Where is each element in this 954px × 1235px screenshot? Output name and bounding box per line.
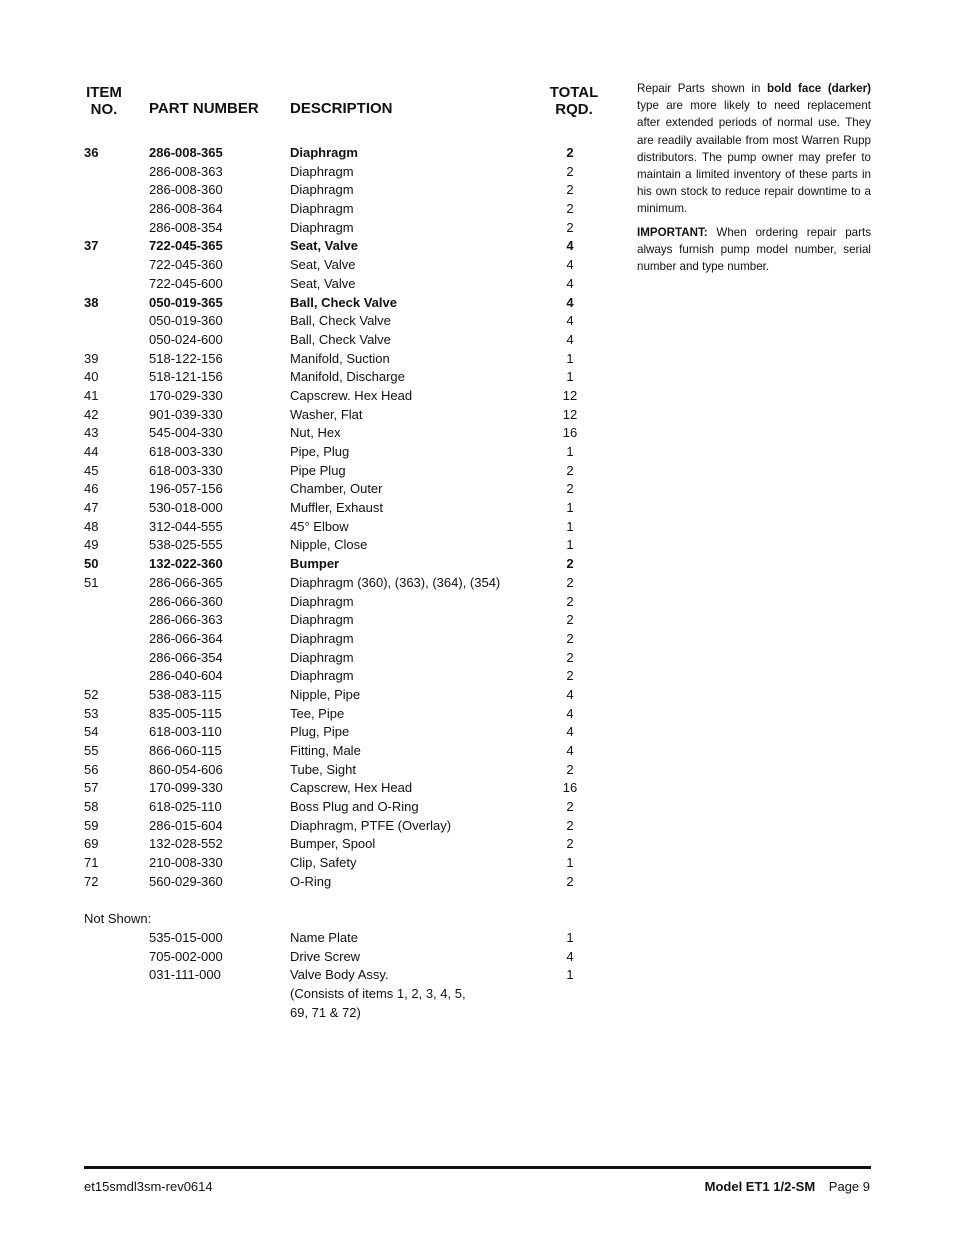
table-row [84,817,604,836]
total-required: 2 [566,201,574,217]
table-row [84,256,604,275]
table-row [84,406,604,425]
part-description: Ball, Check Valve [290,313,391,329]
total-required: 1 [566,444,574,459]
item-number: 58 [84,799,99,815]
part-description: Diaphragm, PTFE (Overlay) [290,817,452,833]
part-number: 618-003-330 [149,444,223,459]
total-required: 4 [566,724,574,740]
total-required: 1 [566,369,574,385]
important-text: When ordering repair parts always furnish pump model number, serial number and type number. [637,225,871,274]
total-required: 4 [566,238,574,254]
footer-model: Model ET1 1/2-SM [704,1179,816,1194]
item-number: 49 [84,537,99,553]
part-description: Seat, Valve [290,238,358,254]
part-description: Diaphragm [290,145,358,160]
item-number: 36 [84,145,99,160]
part-description: Capscrew, Hex Head [290,780,413,796]
total-required: 16 [562,780,578,796]
item-number: 55 [84,743,99,758]
part-description: Ball, Check Valve [290,294,397,310]
table-row [84,966,604,985]
part-number: 050-019-365 [149,294,223,310]
part-number: 286-008-360 [149,182,223,198]
part-description: Plug, Pipe [290,724,350,740]
part-description: Bumper [290,556,340,572]
part-description: 69, 71 & 72) [290,1004,361,1020]
part-number: 031-111-000 [149,967,221,983]
total-required: 4 [566,313,574,329]
total-required: 12 [562,406,578,422]
part-number: 722-045-360 [149,257,223,273]
table-row [84,705,604,724]
part-number: 286-066-363 [149,612,223,628]
item-number: 48 [84,518,99,534]
part-number: 835-005-115 [149,705,222,721]
part-description: Seat, Valve [290,275,356,291]
total-required: 2 [566,668,574,684]
total-required: 4 [566,686,574,702]
total-required: 4 [566,331,574,347]
part-number: 705-002-000 [149,948,223,964]
table-row [84,723,604,742]
part-number: 286-066-354 [149,649,223,665]
total-required: 2 [566,481,574,497]
table-row [84,237,604,256]
item-number: 38 [84,294,99,310]
part-description: Tube, Sight [290,761,357,777]
part-description: Ball, Check Valve [290,331,391,347]
table-row [84,948,604,967]
item-number: 71 [84,855,99,871]
part-number: 618-003-330 [149,462,223,478]
part-description: Name Plate [290,929,358,945]
item-number: 59 [84,817,99,833]
total-required: 2 [566,593,574,609]
row-spacer [84,892,604,911]
table-row [84,518,604,537]
part-number: 530-018-000 [149,500,223,516]
total-required: 2 [566,462,574,478]
part-description: Seat, Valve [290,257,356,273]
total-required: 2 [566,836,574,852]
part-number: 286-008-365 [149,145,223,160]
part-description: Manifold, Suction [290,350,390,366]
table-row [84,219,604,238]
part-number: 860-054-606 [149,761,223,777]
part-description: Nipple, Pipe [290,686,361,702]
section-label [84,910,604,929]
part-description: Diaphragm [290,219,354,235]
item-number: 37 [84,238,99,254]
part-description: Muffler, Exhaust [290,500,383,516]
header-part-number: PART NUMBER [149,100,259,117]
item-number: 56 [84,761,99,777]
table-row [84,499,604,518]
header-item-no [78,84,130,118]
total-required: 1 [566,537,574,553]
part-number: 538-025-555 [149,537,223,553]
item-number: 50 [84,556,99,572]
part-number: 286-066-364 [149,630,223,646]
note-text: Repair Parts shown in [637,82,768,95]
item-number: 42 [84,406,99,422]
table-row [84,424,604,443]
table-row [84,985,604,1004]
header-item-line2: NO. [90,101,118,118]
part-number: 535-015-000 [149,929,223,945]
total-required: 4 [566,705,574,721]
item-number: 41 [84,387,99,403]
part-description: Bumper, Spool [290,836,376,852]
table-row [84,200,604,219]
table-row [84,854,604,873]
total-required: 12 [562,387,578,403]
part-description: Pipe Plug [290,462,346,478]
part-number: 050-019-360 [149,313,223,329]
table-row [84,350,604,369]
part-description: Valve Body Assy. [290,967,389,983]
footer-doc-id: et15smdl3sm-rev0614 [84,1179,213,1194]
item-number: 46 [84,481,99,497]
part-number: 866-060-115 [149,743,222,758]
table-row [84,294,604,313]
part-number: 618-003-110 [149,724,222,740]
total-required: 2 [566,817,574,833]
part-description: Diaphragm [290,668,354,684]
total-required: 2 [566,163,574,179]
header-total-line2: RQD. [555,101,593,118]
note-paragraph-2 [637,224,871,276]
table-row [84,144,604,163]
total-required: 1 [566,967,574,983]
table-row [84,835,604,854]
total-required: 1 [566,518,574,534]
item-number: 72 [84,873,99,889]
item-number: 54 [84,724,99,740]
part-description: Capscrew. Hex Head [290,387,413,403]
total-required: 2 [566,145,574,160]
part-number: 545-004-330 [149,425,223,441]
item-number: 39 [84,350,99,366]
part-number: 286-008-364 [149,201,223,217]
table-row [84,536,604,555]
note-paragraph-1 [637,80,871,218]
part-description: Chamber, Outer [290,481,383,497]
table-row [84,630,604,649]
repair-parts-note [637,80,871,281]
part-description: Nipple, Close [290,537,368,553]
table-row [84,480,604,499]
item-number: 40 [84,369,99,385]
part-description: Diaphragm [290,163,354,179]
table-row [84,574,604,593]
part-number: 518-122-156 [149,350,223,366]
part-description: Diaphragm [290,630,354,646]
table-row [84,798,604,817]
part-description: Fitting, Male [290,743,361,758]
table-row [84,443,604,462]
table-row [84,761,604,780]
part-description: Diaphragm [290,612,354,628]
part-number: 518-121-156 [149,369,223,385]
table-row [84,593,604,612]
part-number: 132-022-360 [149,556,223,572]
part-number: 618-025-110 [149,799,222,815]
part-description: Nut, Hex [290,425,341,441]
part-number: 286-066-360 [149,593,223,609]
not-shown-label: Not Shown: [84,911,152,927]
table-row [84,555,604,574]
part-number: 210-008-330 [149,855,223,871]
item-number: 51 [84,574,99,590]
table-row [84,929,604,948]
table-row [84,181,604,200]
header-description: DESCRIPTION [290,100,393,117]
part-description: Diaphragm [290,593,354,609]
table-row [84,163,604,182]
part-description: 45° Elbow [290,518,349,534]
part-number: 560-029-360 [149,873,223,889]
note-bold-text: bold face (darker) [767,82,871,95]
part-number: 722-045-600 [149,275,223,291]
table-row [84,387,604,406]
part-description: Clip, Safety [290,855,357,871]
item-number: 69 [84,836,99,852]
part-number: 170-029-330 [149,387,223,403]
part-description: Tee, Pipe [290,705,345,721]
total-required: 4 [566,257,574,273]
total-required: 4 [566,275,574,291]
total-required: 4 [566,948,574,964]
total-required: 1 [566,350,574,366]
total-required: 2 [566,574,574,590]
footer-rule [84,1166,871,1169]
table-row [84,462,604,481]
parts-list [84,144,604,1022]
table-row [84,873,604,892]
total-required: 16 [562,425,578,441]
table-row [84,1004,604,1023]
part-number: 286-066-365 [149,574,223,590]
part-description: Diaphragm [290,182,354,198]
item-number: 43 [84,425,99,441]
item-number: 57 [84,780,99,796]
total-required: 1 [566,500,574,516]
table-row [84,275,604,294]
part-description: (Consists of items 1, 2, 3, 4, 5, [290,985,466,1001]
total-required: 2 [566,873,574,889]
item-number: 44 [84,444,99,459]
total-required: 2 [566,630,574,646]
header-total-line1: TOTAL [549,84,599,101]
item-number: 53 [84,705,99,721]
part-number: 538-083-115 [149,686,222,702]
total-required: 2 [566,182,574,198]
table-row [84,742,604,761]
part-number: 286-040-604 [149,668,223,684]
part-number: 286-015-604 [149,817,223,833]
part-description: Boss Plug and O-Ring [290,799,419,815]
part-number: 286-008-363 [149,163,223,179]
table-row [84,667,604,686]
note-text: type are more likely to need replacement after extended periods of normal use. They are readily available from most Warren Rupp distributors. The pump owner may prefer to maintain a limited inventory of these parts in his own stock to reduce repair downtime to a minimum. [637,99,871,216]
total-required: 2 [566,799,574,815]
table-row [84,611,604,630]
part-description: Manifold, Discharge [290,369,405,385]
part-number: 722-045-365 [149,238,223,254]
total-required: 1 [566,855,574,871]
part-number: 901-039-330 [149,406,223,422]
table-row [84,368,604,387]
part-description: Diaphragm (360), (363), (364), (354) [290,574,501,590]
total-required: 2 [566,761,574,777]
part-number: 050-024-600 [149,331,223,347]
item-number: 52 [84,686,99,702]
item-number: 47 [84,500,99,516]
footer-model-page [705,1179,870,1194]
part-description: Diaphragm [290,201,354,217]
total-required: 2 [566,649,574,665]
header-item-line1: ITEM [86,84,122,101]
part-description: O-Ring [290,873,332,889]
part-number: 286-008-354 [149,219,223,235]
total-required: 1 [566,929,574,945]
total-required: 4 [566,294,574,310]
footer-page-number: Page 9 [828,1179,870,1194]
part-number: 170-099-330 [149,780,223,796]
part-number: 312-044-555 [149,518,223,534]
table-row [84,312,604,331]
item-number: 45 [84,462,99,478]
part-description: Pipe, Plug [290,444,350,459]
part-number: 132-028-552 [149,836,223,852]
total-required: 4 [566,743,574,758]
part-description: Diaphragm [290,649,354,665]
table-row [84,779,604,798]
header-total-rqd [542,84,606,118]
part-description: Drive Screw [290,948,361,964]
part-number: 196-057-156 [149,481,223,497]
total-required: 2 [566,612,574,628]
table-row [84,331,604,350]
important-label: IMPORTANT: [637,225,708,239]
total-required: 2 [566,219,574,235]
table-row [84,686,604,705]
part-description: Washer, Flat [290,406,363,422]
total-required: 2 [566,556,574,572]
table-row [84,649,604,668]
